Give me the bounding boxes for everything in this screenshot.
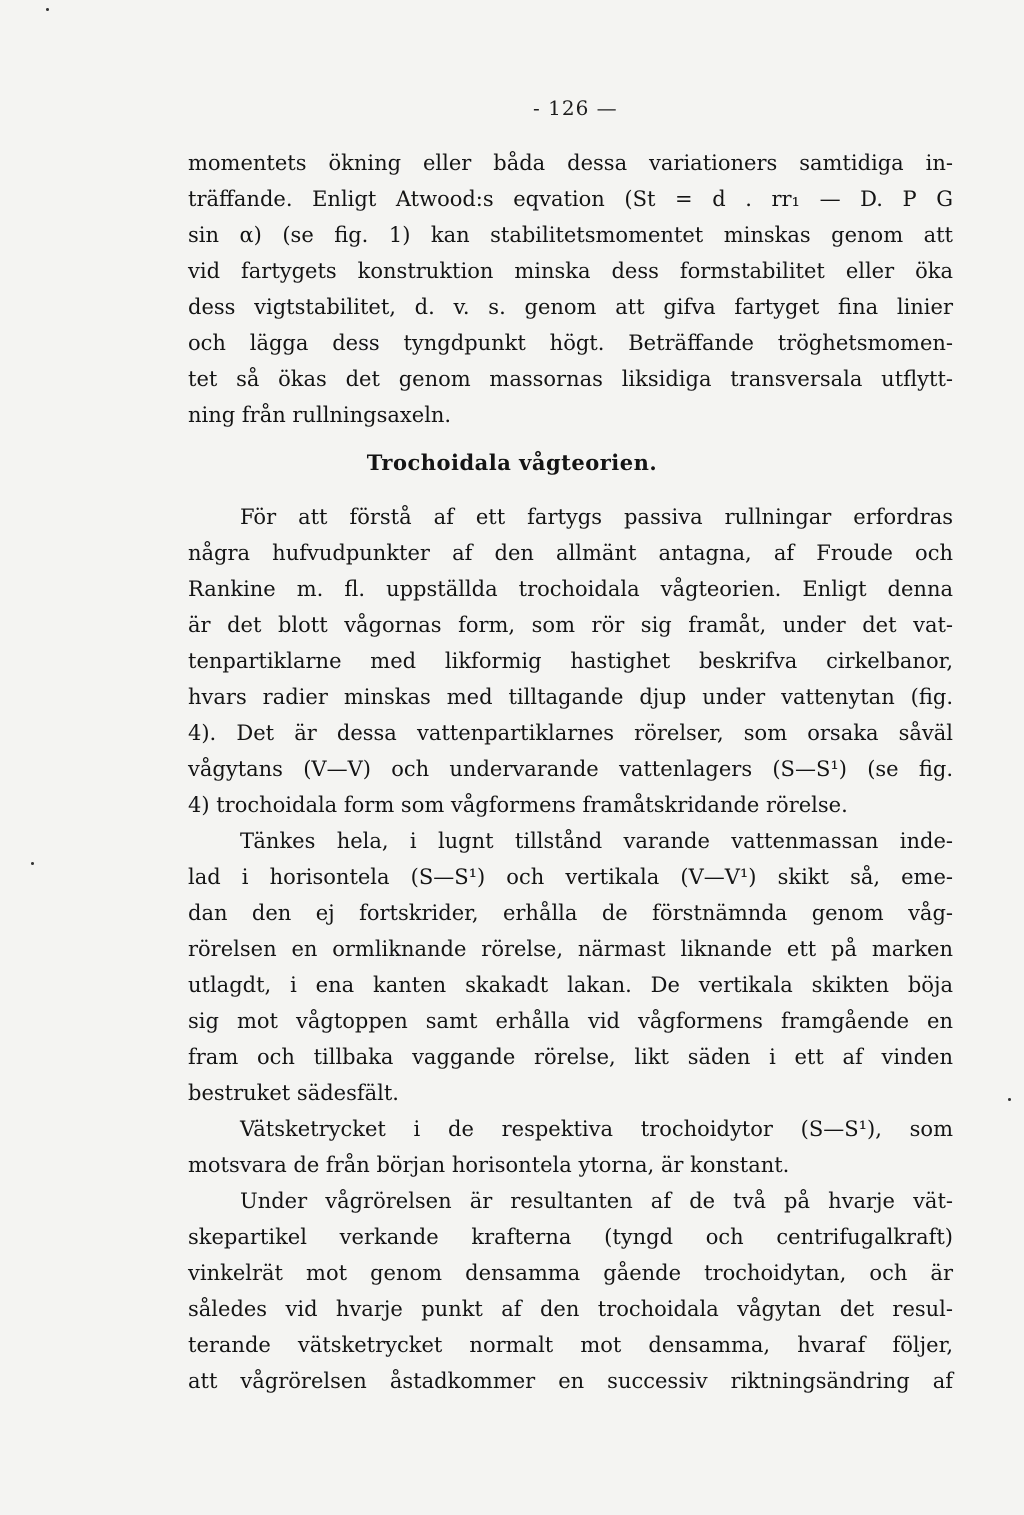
text-line: vid fartygets konstruktion minska dess formstabilitet eller öka bbox=[188, 259, 953, 283]
text-line: Under vågrörelsen är resultanten af de två på hvarje vät- bbox=[240, 1189, 953, 1213]
text-line: hvars radier minskas med tilltagande djup under vattenytan (fig. bbox=[188, 685, 953, 709]
scan-speck bbox=[31, 862, 34, 865]
text-line: momentets ökning eller båda dessa variationers samtidiga in- bbox=[188, 151, 953, 175]
text-line: 4). Det är dessa vattenpartiklarnes rörelser, som orsaka såväl bbox=[188, 721, 953, 745]
text-line: Rankine m. fl. uppställda trochoidala vågteorien. Enligt denna bbox=[188, 577, 953, 601]
text-line: rörelsen en ormliknande rörelse, närmast liknande ett på marken bbox=[188, 937, 953, 961]
text-line: träffande. Enligt Atwood:s eqvation (St = d . rr₁ — D. P G bbox=[188, 187, 953, 211]
text-line: lad i horisontela (S—S¹) och vertikala (V—V¹) skikt så, eme- bbox=[188, 865, 953, 889]
text-line: ning från rullningsaxeln. bbox=[188, 403, 452, 427]
text-line: bestruket sädesfält. bbox=[188, 1081, 399, 1105]
text-line: vinkelrät mot genom densamma gående trochoidytan, och är bbox=[188, 1261, 953, 1285]
text-line: Vätsketrycket i de respektiva trochoidytor (S—S¹), som bbox=[240, 1117, 953, 1141]
text-line: 4) trochoidala form som vågformens framåtskridande rörelse. bbox=[188, 793, 848, 817]
text-line: sig mot vågtoppen samt erhålla vid vågformens framgående en bbox=[188, 1009, 953, 1033]
text-line: och lägga dess tyngdpunkt högt. Beträffande tröghetsmomen- bbox=[188, 331, 953, 355]
page-number: - 126 — bbox=[533, 96, 618, 120]
text-line: tet så ökas det genom massornas liksidiga transversala utflytt- bbox=[188, 367, 953, 391]
section-heading: Trochoidala vågteorien. bbox=[366, 450, 658, 475]
text-line: Tänkes hela, i lugnt tillstånd varande vattenmassan inde- bbox=[240, 829, 953, 853]
text-line: utlagdt, i ena kanten skakadt lakan. De vertikala skikten böja bbox=[188, 973, 953, 997]
text-line: fram och tillbaka vaggande rörelse, likt säden i ett af vinden bbox=[188, 1045, 953, 1069]
text-line: dan den ej fortskrider, erhålla de förstnämnda genom våg- bbox=[188, 901, 953, 925]
text-line: således vid hvarje punkt af den trochoidala vågytan det resul- bbox=[188, 1297, 953, 1321]
text-line: tenpartiklarne med likformig hastighet beskrifva cirkelbanor, bbox=[188, 649, 953, 673]
text-line: skepartikel verkande krafterna (tyngd och centrifugalkraft) bbox=[188, 1225, 953, 1249]
text-line: dess vigtstabilitet, d. v. s. genom att gifva fartyget fina linier bbox=[188, 295, 953, 319]
text-line: är det blott vågornas form, som rör sig framåt, under det vat- bbox=[188, 613, 953, 637]
scan-speck bbox=[46, 8, 49, 11]
text-line: vågytans (V—V) och undervarande vattenlagers (S—S¹) (se fig. bbox=[188, 757, 953, 781]
text-line: motsvara de från början horisontela ytorna, är konstant. bbox=[188, 1153, 790, 1177]
scan-speck bbox=[1008, 1098, 1011, 1101]
text-line: att vågrörelsen åstadkommer en successiv riktningsändring af bbox=[188, 1369, 953, 1393]
text-line: terande vätsketrycket normalt mot densamma, hvaraf följer, bbox=[188, 1333, 953, 1357]
text-line: För att förstå af ett fartygs passiva rullningar erfordras bbox=[240, 505, 953, 529]
text-line: några hufvudpunkter af den allmänt antagna, af Froude och bbox=[188, 541, 953, 565]
text-line: sin α) (se fig. 1) kan stabilitetsmomentet minskas genom att bbox=[188, 223, 953, 247]
